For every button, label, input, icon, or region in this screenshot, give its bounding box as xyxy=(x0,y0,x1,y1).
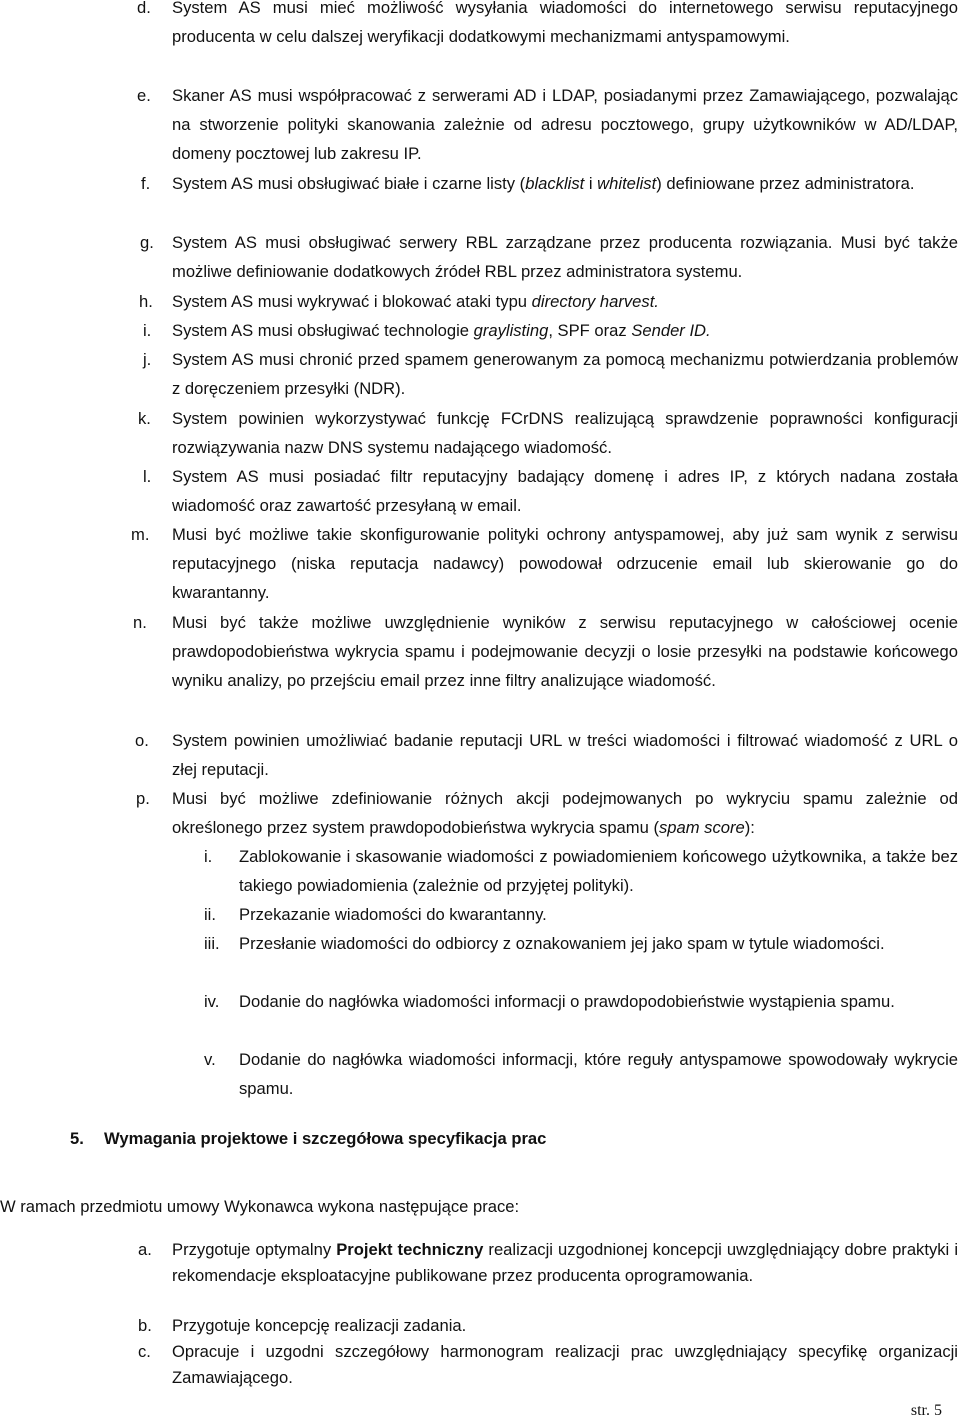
list-item-text xyxy=(172,0,958,51)
sub-item-label: iv. xyxy=(204,992,220,1011)
list-item-text xyxy=(172,81,958,168)
text-run: System AS musi wykrywać i blokować ataki typu xyxy=(172,292,532,311)
list-item-text xyxy=(172,404,958,462)
sub-item-label: iii. xyxy=(204,934,220,953)
sub-item-text: Dodanie do nagłówka wiadomości informacji o prawdopodobieństwie wystąpienia spamu. xyxy=(239,992,895,1011)
list-item-label: k. xyxy=(138,409,151,428)
list-item-label: h. xyxy=(139,292,153,311)
list-item-label: p. xyxy=(136,789,150,808)
text-run: blacklist xyxy=(525,174,585,193)
sub-item-label: i. xyxy=(204,847,213,866)
list-item-label: j. xyxy=(143,350,152,369)
text-run: Musi być także możliwe uwzględnienie wyników z serwisu reputacyjnego w całościowej ocenie prawdopodobieństwa wykrycia spamu i podejmowanie decyzji o losie przesyłki na podstawie końcowego wyniku analizy, po przejściu email przez inne filtry analizujące wiadomość. xyxy=(172,613,958,690)
text-run: ) definiowane przez administratora. xyxy=(656,174,915,193)
text-run: i xyxy=(584,174,598,193)
text-run: whitelist xyxy=(597,174,657,193)
text-run: directory harvest. xyxy=(531,292,659,311)
intro-paragraph: W ramach przedmiotu umowy Wykonawca wykona następujące prace: xyxy=(0,1197,520,1216)
list-item-label: o. xyxy=(135,731,149,750)
list-item-text xyxy=(172,228,958,286)
list-item-label: d. xyxy=(137,0,151,17)
work-item-text xyxy=(172,1313,958,1339)
text-run: Projekt techniczny xyxy=(336,1240,484,1259)
text-run: System powinien wykorzystywać funkcję FCrDNS realizującą sprawdzenie poprawności konfiguracji rozwiązywania nazw DNS systemu nadającego wiadomość. xyxy=(172,409,958,457)
text-run: Przygotuje koncepcję realizacji zadania. xyxy=(172,1316,467,1335)
work-item-text xyxy=(172,1237,958,1289)
work-item-label: c. xyxy=(138,1342,151,1361)
list-item-text xyxy=(172,287,958,316)
sub-item-text: Dodanie do nagłówka wiadomości informacji, które reguły antyspamowe spowodowały wykrycie spamu. xyxy=(239,1050,958,1098)
list-item-label: g. xyxy=(140,233,154,252)
sub-item-text: Zablokowanie i skasowanie wiadomości z powiadomieniem końcowego użytkownika, a także bez takiego powiadomienia (zależnie od przyjętej polityki). xyxy=(239,847,958,895)
list-item-text xyxy=(172,345,958,403)
text-run: realizacji uzgodnionej koncepcji uwzględniający dobre praktyki i rekomendacje eksploatacyjne publikowane przez producenta oprogramowania. xyxy=(172,1240,959,1285)
text-run: System AS musi chronić przed spamem generowanym za pomocą mechanizmu potwierdzania problemów z doręczeniem przesyłki (NDR). xyxy=(172,350,958,398)
list-item-label: f. xyxy=(141,174,151,193)
section-number: 5. xyxy=(70,1129,84,1148)
list-item-text xyxy=(172,726,958,784)
list-item-text xyxy=(172,462,958,520)
sub-item-text: Przesłanie wiadomości do odbiorcy z oznakowaniem jej jako spam w tytule wiadomości. xyxy=(239,934,885,953)
list-item-text xyxy=(172,608,958,695)
list-item-text xyxy=(172,520,958,607)
text-run: System AS musi obsługiwać białe i czarne listy ( xyxy=(172,174,526,193)
work-item-label: b. xyxy=(138,1316,152,1335)
text-run: Musi być możliwe zdefiniowanie różnych akcji podejmowanych po wykryciu spamu zależnie od określonego przez system prawdopodobieństwa wykrycia spamu ( xyxy=(172,789,958,837)
work-item-text xyxy=(172,1339,958,1391)
text-run: Sender ID. xyxy=(631,321,711,340)
text-run: Przygotuje optymalny xyxy=(172,1240,337,1259)
section-title: Wymagania projektowe i szczegółowa specyfikacja prac xyxy=(104,1129,547,1148)
text-run: Opracuje i uzgodni szczegółowy harmonogram realizacji prac uwzględniający specyfikę organizacji Zamawiającego. xyxy=(172,1342,958,1387)
text-run: spam score xyxy=(658,818,745,837)
text-run: , SPF oraz xyxy=(548,321,632,340)
text-run: System AS musi mieć możliwość wysyłania wiadomości do internetowego serwisu reputacyjnego producenta w celu dalszej weryfikacji dodatkowymi mechanizmami antyspamowymi. xyxy=(172,0,958,46)
text-run: System AS musi obsługiwać technologie xyxy=(172,321,474,340)
section-heading xyxy=(70,1124,546,1153)
page-number: str. 5 xyxy=(910,1402,942,1419)
list-item-label: i. xyxy=(143,321,152,340)
text-run: System AS musi posiadać filtr reputacyjny badający domenę i adres IP, z których nadana została wiadomość oraz zawartość przesyłaną w email. xyxy=(172,467,958,515)
list-item-label: n. xyxy=(133,613,147,632)
list-item-label: l. xyxy=(143,467,152,486)
list-item-label: m. xyxy=(131,525,150,544)
sub-item-label: ii. xyxy=(204,905,216,924)
text-run: Skaner AS musi współpracować z serwerami AD i LDAP, posiadanymi przez Zamawiającego, pozwalając na stworzenie polityki skanowania zależnie od adresu pocztowego, grupy użytkowników w AD/LDAP, domeny pocztowej lub zakresu IP. xyxy=(172,86,958,163)
text-run: System powinien umożliwiać badanie reputacji URL w treści wiadomości i filtrować wiadomość z URL o złej reputacji. xyxy=(172,731,958,779)
text-run: ): xyxy=(744,818,755,837)
text-run: System AS musi obsługiwać serwery RBL zarządzane przez producenta rozwiązania. Musi być także możliwe definiowanie dodatkowych źródeł RBL przez administratora systemu. xyxy=(172,233,958,281)
list-item-text xyxy=(172,784,958,842)
text-run: graylisting xyxy=(473,321,549,340)
list-item-text xyxy=(172,316,958,345)
list-item-text xyxy=(172,169,958,198)
text-run: Musi być możliwe takie skonfigurowanie polityki ochrony antyspamowej, aby już sam wynik z serwisu reputacyjnego (niska reputacja nadawcy) powodował odrzucenie email lub skierowanie go do kwarantanny. xyxy=(172,525,958,602)
sub-item-label: v. xyxy=(204,1050,216,1069)
list-item-label: e. xyxy=(137,86,151,105)
work-item-label: a. xyxy=(138,1240,152,1259)
sub-item-text: Przekazanie wiadomości do kwarantanny. xyxy=(239,905,547,924)
